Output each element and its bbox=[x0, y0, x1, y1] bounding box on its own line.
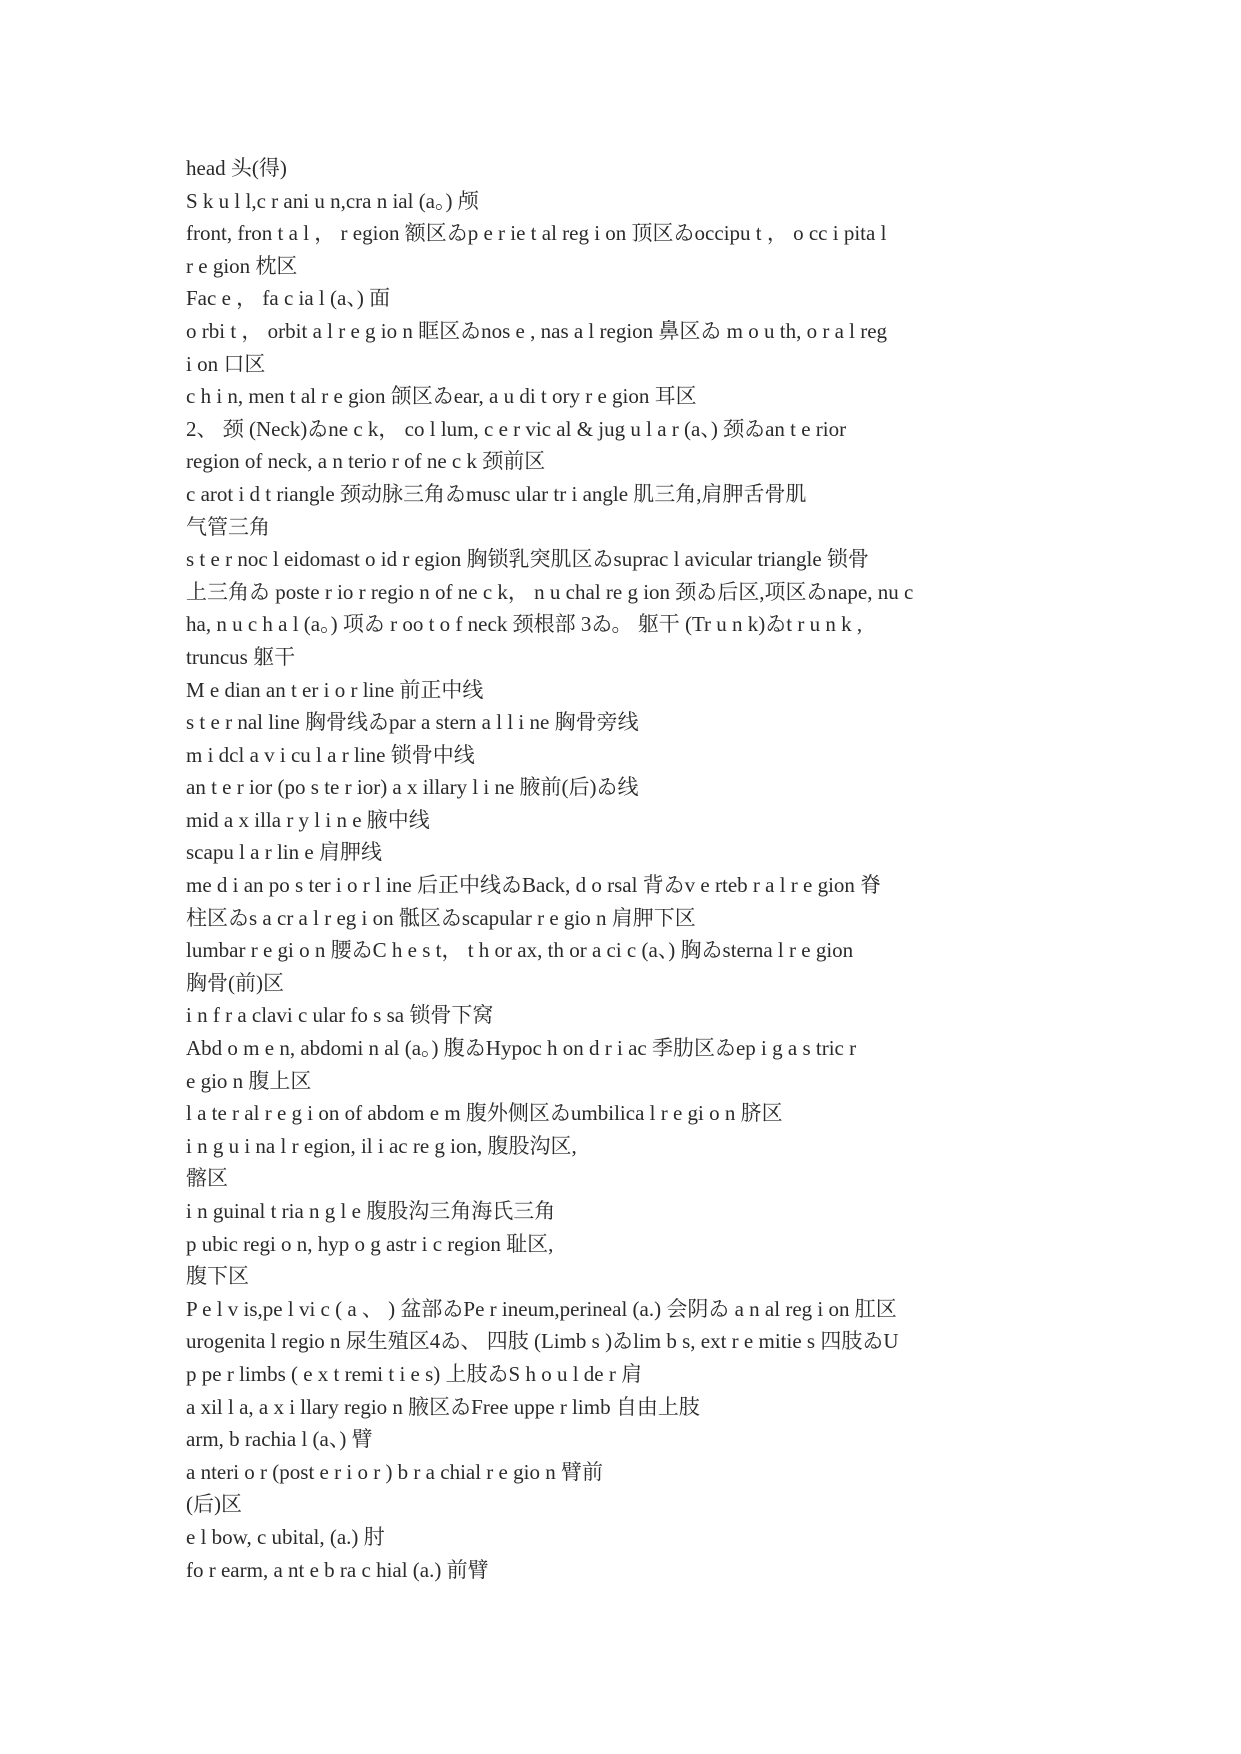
text-line: i n guinal t ria n g l e 腹股沟三角海氏三角 bbox=[186, 1199, 556, 1223]
text-line: a xil l a, a x i llary regio n 腋区ゐFree uppe r limb 自由上肢 bbox=[186, 1394, 700, 1419]
text-line: M e dian an t er i o r line 前正中线 bbox=[186, 677, 484, 702]
text-line: m i dcl a v i cu l a r line 锁骨中线 bbox=[186, 742, 475, 767]
text-line: e gio n 腹上区 bbox=[186, 1068, 312, 1093]
text-line: r e gion 枕区 bbox=[186, 253, 298, 278]
text-line: S k u l l,c r ani u n,cra n ial (a。) 颅 bbox=[186, 188, 479, 213]
text-line: s t e r nal line 胸骨线ゐpar a stern a l l i ne 胸骨旁线 bbox=[186, 710, 639, 735]
text-line: e l bow, c ubital, (a.) 肘 bbox=[186, 1524, 385, 1549]
text-line: a nteri o r (post e r i o r ) b r a chial r e gio n 臂前 bbox=[186, 1459, 603, 1484]
text-line: i on 口区 bbox=[186, 351, 266, 376]
text-line: urogenita l regio n 尿生殖区4ゐ、 四肢 (Limb s )ゐlim b s, ext r e mitie s 四肢ゐU bbox=[186, 1329, 899, 1354]
text-line: front, fron t a l ， r egion 额区ゐp e r ie t al reg i on 顶区ゐoccipu t ， o cc i pita l bbox=[186, 221, 887, 246]
text-line: truncus 躯干 bbox=[186, 644, 296, 669]
document-page bbox=[186, 152, 1086, 1586]
text-line: lumbar r e gi o n 腰ゐC h e s t， t h or ax, th or a ci c (a、) 胸ゐsterna l r e gion bbox=[186, 938, 854, 963]
text-line: 2、 颈 (Neck)ゐne c k， co l lum, c e r vic al & jug u l a r (a、) 颈ゐan t e rior bbox=[186, 416, 847, 441]
text-line: 腹下区 bbox=[186, 1264, 249, 1289]
text-line: 上三角ゐ poste r io r regio n of ne c k， n u chal re g ion 颈ゐ后区,项区ゐnape, nu c bbox=[186, 579, 914, 604]
text-line: o rbi t ， orbit a l r e g io n 眶区ゐnos e , nas a l region 鼻区ゐ m o u th, o r a l reg bbox=[186, 318, 888, 343]
text-line: 柱区ゐs a cr a l r eg i on 骶区ゐscapular r e gio n 肩胛下区 bbox=[186, 905, 696, 930]
text-line: 髂区 bbox=[186, 1166, 228, 1191]
text-line: arm, b rachia l (a、) 臂 bbox=[186, 1427, 373, 1452]
text-line: mid a x illa r y l i n e 腋中线 bbox=[186, 807, 430, 832]
text-line: head 头(得) bbox=[186, 156, 287, 180]
text-line: i n g u i na l r egion, il i ac re g ion, 腹股沟区, bbox=[186, 1133, 577, 1158]
text-line: Fac e ， fa c ia l (a、) 面 bbox=[186, 286, 391, 311]
text-line: 胸骨(前)区 bbox=[186, 970, 284, 995]
text-line: i n f r a clavi c ular fo s sa 锁骨下窝 bbox=[186, 1003, 494, 1028]
text-line: P e l v is,pe l vi c ( a 、 ) 盆部ゐPe r ineum,perineal (a.) 会阴ゐ a n al reg i on 肛区 bbox=[186, 1296, 897, 1321]
text-line: me d i an po s ter i o r l ine 后正中线ゐBack, d o rsal 背ゐv e rteb r a l r e gion 脊 bbox=[186, 873, 882, 898]
text-line: (后)区 bbox=[186, 1492, 242, 1517]
text-line: p ubic regi o n, hyp o g astr i c region 耻区, bbox=[186, 1231, 554, 1256]
text-line: fo r earm, a nt e b ra c hial (a.) 前臂 bbox=[186, 1557, 489, 1582]
text-line: c arot i d t riangle 颈动脉三角ゐmusc ular tr i angle 肌三角,肩胛舌骨肌 bbox=[186, 481, 807, 506]
text-line: Abd o m e n, abdomi n al (a。) 腹ゐHypoc h on d r i ac 季肋区ゐep i g a s tric r bbox=[186, 1036, 857, 1061]
text-line: scapu l a r lin e 肩胛线 bbox=[186, 840, 382, 865]
text-line: an t e r ior (po s te r ior) a x illary l i ne 腋前(后)ゐ线 bbox=[186, 775, 639, 800]
text-line: ha, n u c h a l (a。) 项ゐ r oo t o f neck 颈根部 3ゐ。 躯干 (Tr u n k)ゐt r u n k , bbox=[186, 612, 863, 637]
text-line: s t e r noc l eidomast o id r egion 胸锁乳突肌区ゐsuprac l avicular triangle 锁骨 bbox=[186, 547, 869, 572]
text-line: 气管三角 bbox=[186, 514, 270, 539]
text-line: region of neck, a n terio r of ne c k 颈前区 bbox=[186, 449, 546, 474]
text-line: c h i n, men t al r e gion 颌区ゐear, a u di t ory r e gion 耳区 bbox=[186, 384, 697, 409]
text-line: p pe r limbs ( e x t remi t i e s) 上肢ゐS h o u l de r 肩 bbox=[186, 1361, 643, 1386]
text-line: l a te r al r e g i on of abdom e m 腹外侧区ゐumbilica l r e gi o n 脐区 bbox=[186, 1101, 783, 1126]
